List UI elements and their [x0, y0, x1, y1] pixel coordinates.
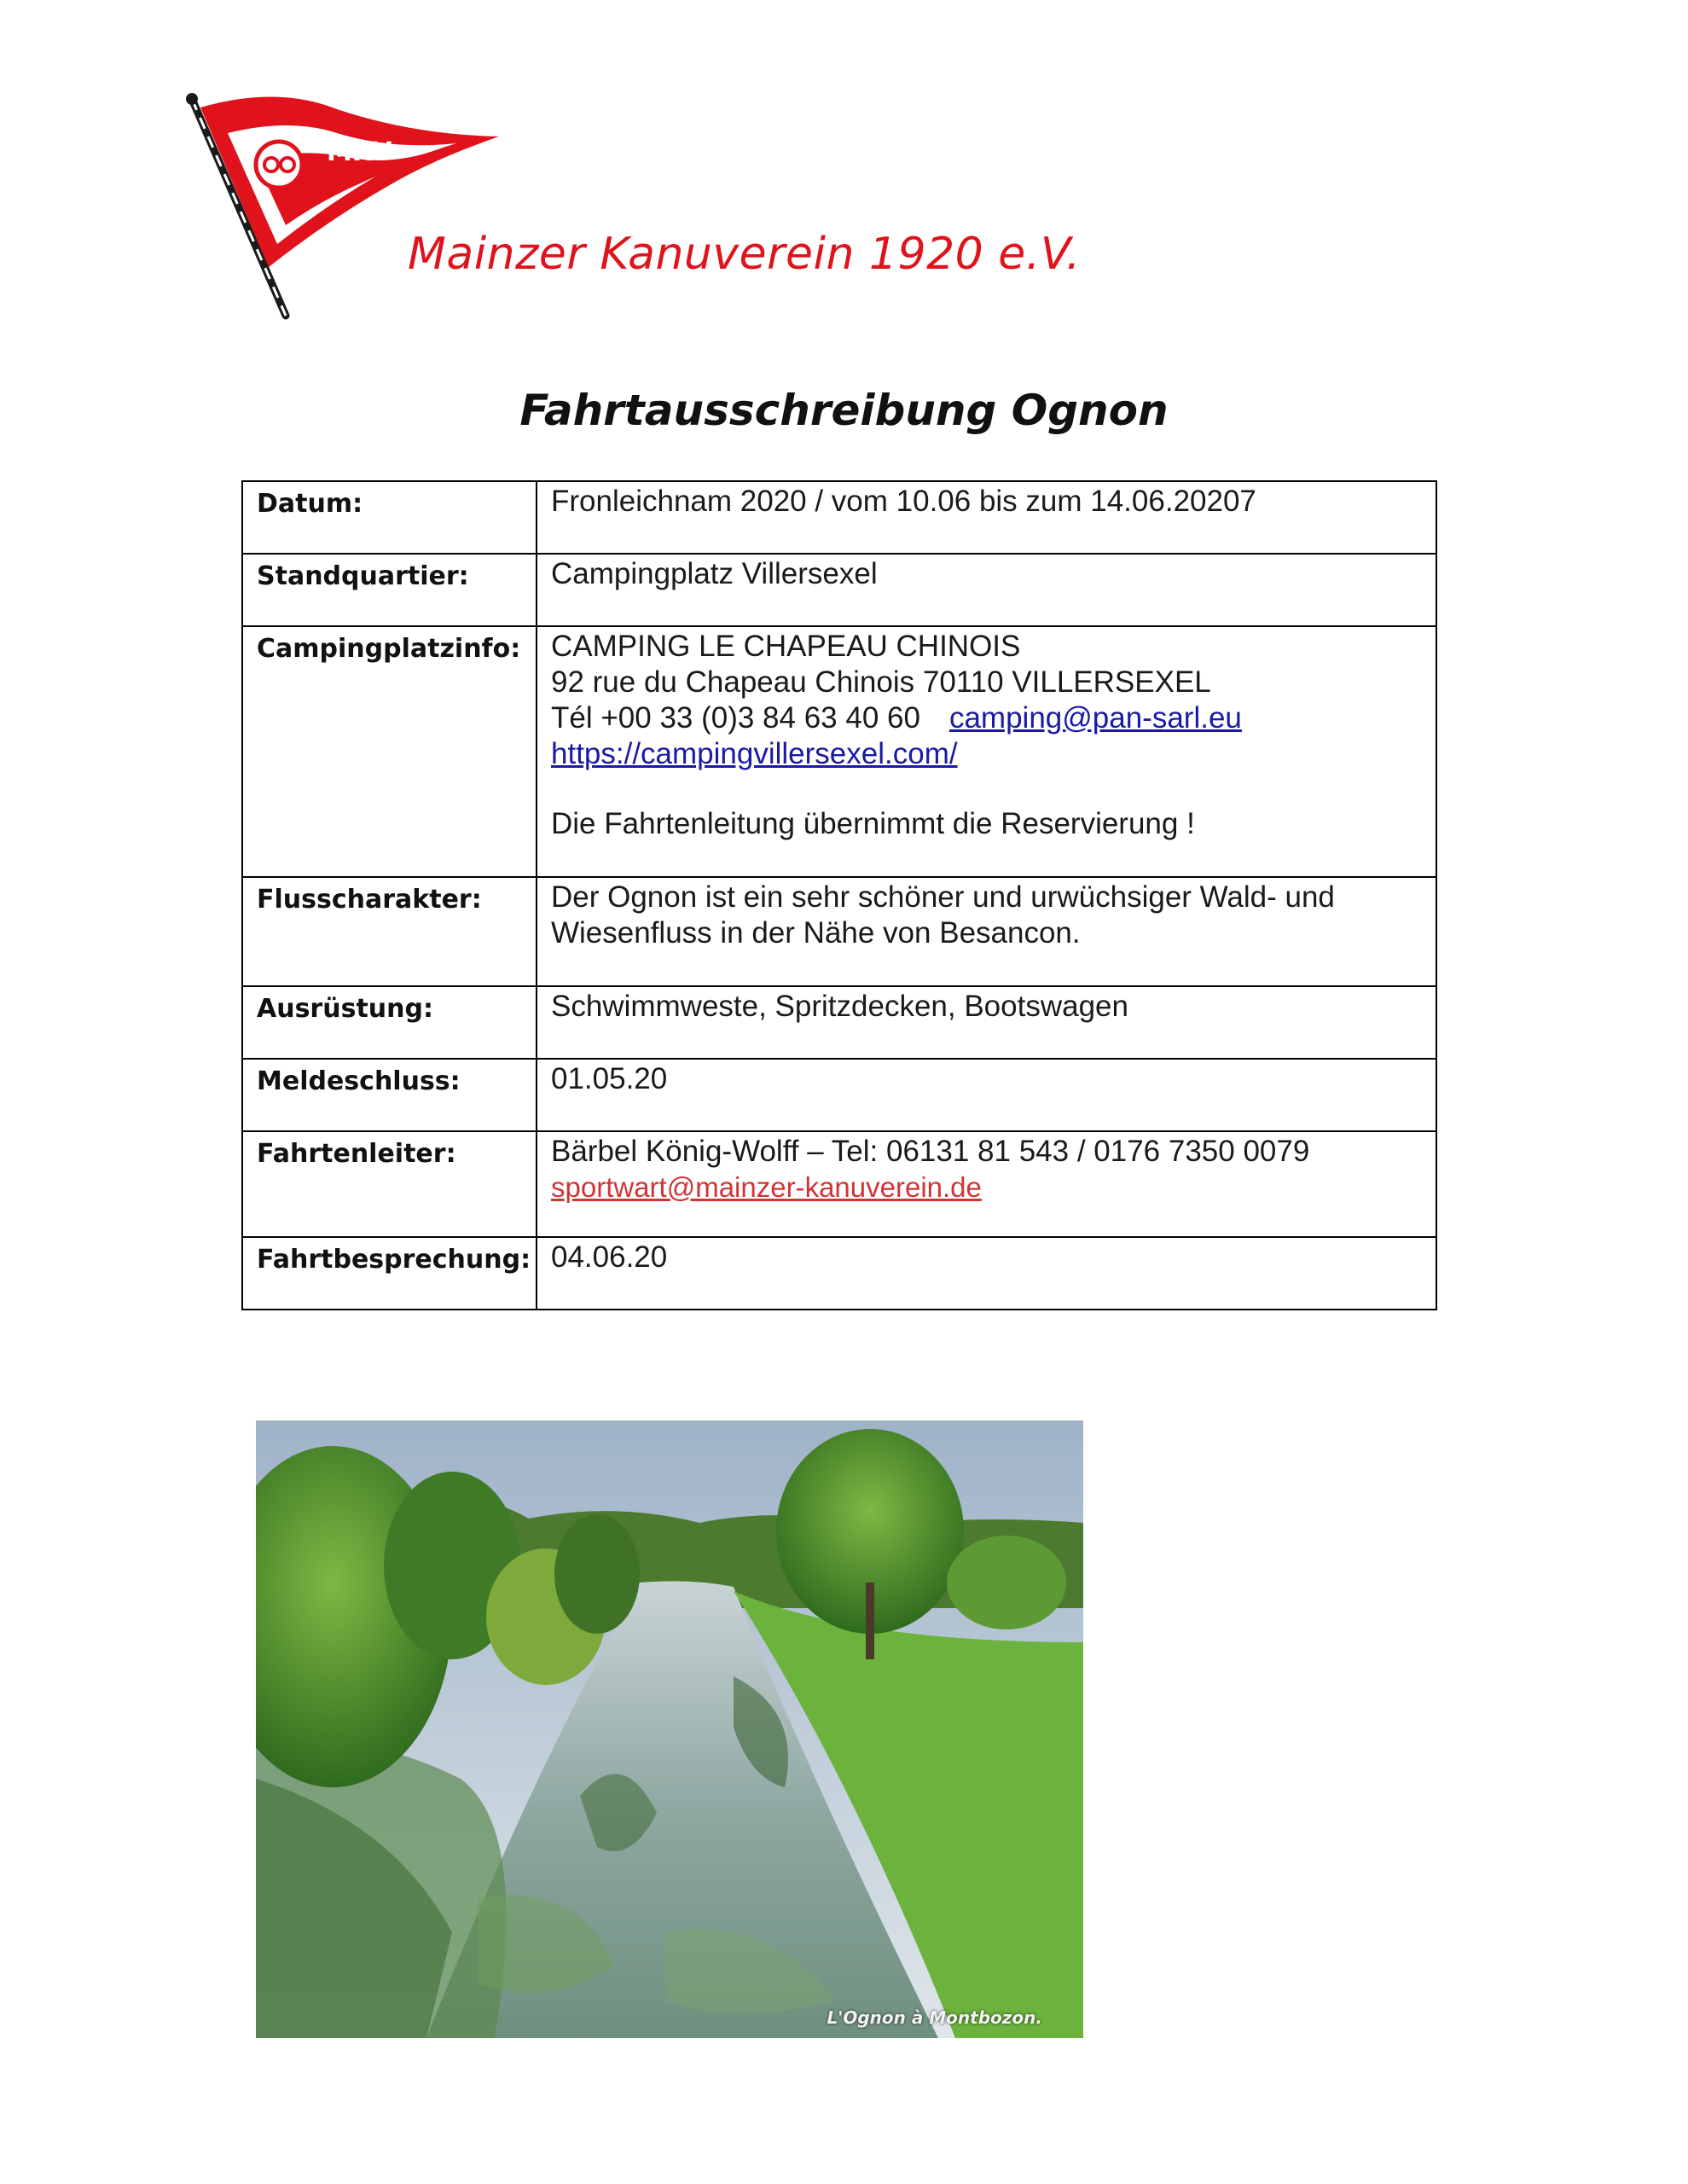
- label-ausruestung: Ausrüstung:: [242, 986, 537, 1059]
- label-standquartier: Standquartier:: [242, 554, 537, 626]
- reservation-note: Die Fahrtenleitung übernimmt die Reservierung !: [551, 807, 1195, 840]
- camping-email-link[interactable]: camping@pan-sarl.eu: [948, 701, 1242, 735]
- logo-letters: MKV: [327, 137, 392, 167]
- trip-info-table: [241, 480, 1437, 1310]
- club-name: Mainzer Kanuverein 1920 e.V.: [408, 229, 1081, 280]
- value-datum: Fronleichnam 2020 / vom 10.06 bis zum 14.06.20207: [537, 481, 1436, 554]
- value-fahrtbesprechung: 04.06.20: [537, 1237, 1436, 1310]
- table-row: [242, 481, 1436, 554]
- camping-website-link[interactable]: https://campingvillersexel.com/: [551, 737, 958, 770]
- label-meldeschluss: Meldeschluss:: [242, 1059, 537, 1131]
- value-ausruestung: Schwimmweste, Spritzdecken, Bootswagen: [537, 986, 1436, 1059]
- value-standquartier: Campingplatz Villersexel: [537, 554, 1436, 626]
- value-fahrtenleiter: Bärbel König-Wolff – Tel: 06131 81 543 / 0176 7350 0079 sportwart@mainzer-kanuverein.de: [537, 1131, 1436, 1237]
- camping-name: CAMPING LE CHAPEAU CHINOIS: [551, 630, 1021, 663]
- camping-phone: Tél +00 33 (0)3 84 63 40 60: [551, 701, 920, 735]
- sportwart-email-link[interactable]: sportwart@mainzer-kanuverein.de: [551, 1171, 982, 1203]
- value-campingplatzinfo: [537, 626, 1436, 877]
- label-fahrtenleiter: Fahrtenleiter:: [242, 1131, 537, 1237]
- page-title: Fahrtausschreibung Ognon: [519, 386, 1169, 435]
- table-row: [242, 1237, 1436, 1310]
- table-row: [242, 1059, 1436, 1131]
- table-row: [242, 986, 1436, 1059]
- label-flusscharakter: Flusscharakter:: [242, 877, 537, 986]
- table-row: [242, 1131, 1436, 1237]
- table-row: [242, 877, 1436, 986]
- label-campingplatzinfo: Campingplatzinfo:: [242, 626, 537, 877]
- value-flusscharakter: Der Ognon ist ein sehr schöner und urwüchsiger Wald- und Wiesenfluss in der Nähe von Besancon.: [537, 877, 1436, 986]
- camping-address: 92 rue du Chapeau Chinois 70110 VILLERSEXEL: [551, 665, 1211, 699]
- label-fahrtbesprechung: Fahrtbesprechung:: [242, 1237, 537, 1310]
- table-row: [242, 626, 1436, 877]
- value-meldeschluss: 01.05.20: [537, 1059, 1436, 1131]
- river-photo: [256, 1420, 1083, 2038]
- photo-caption: L'Ognon à Montbozon.: [827, 2007, 1042, 2028]
- club-logo: [175, 92, 516, 327]
- label-datum: Datum:: [242, 481, 537, 554]
- table-row: [242, 554, 1436, 626]
